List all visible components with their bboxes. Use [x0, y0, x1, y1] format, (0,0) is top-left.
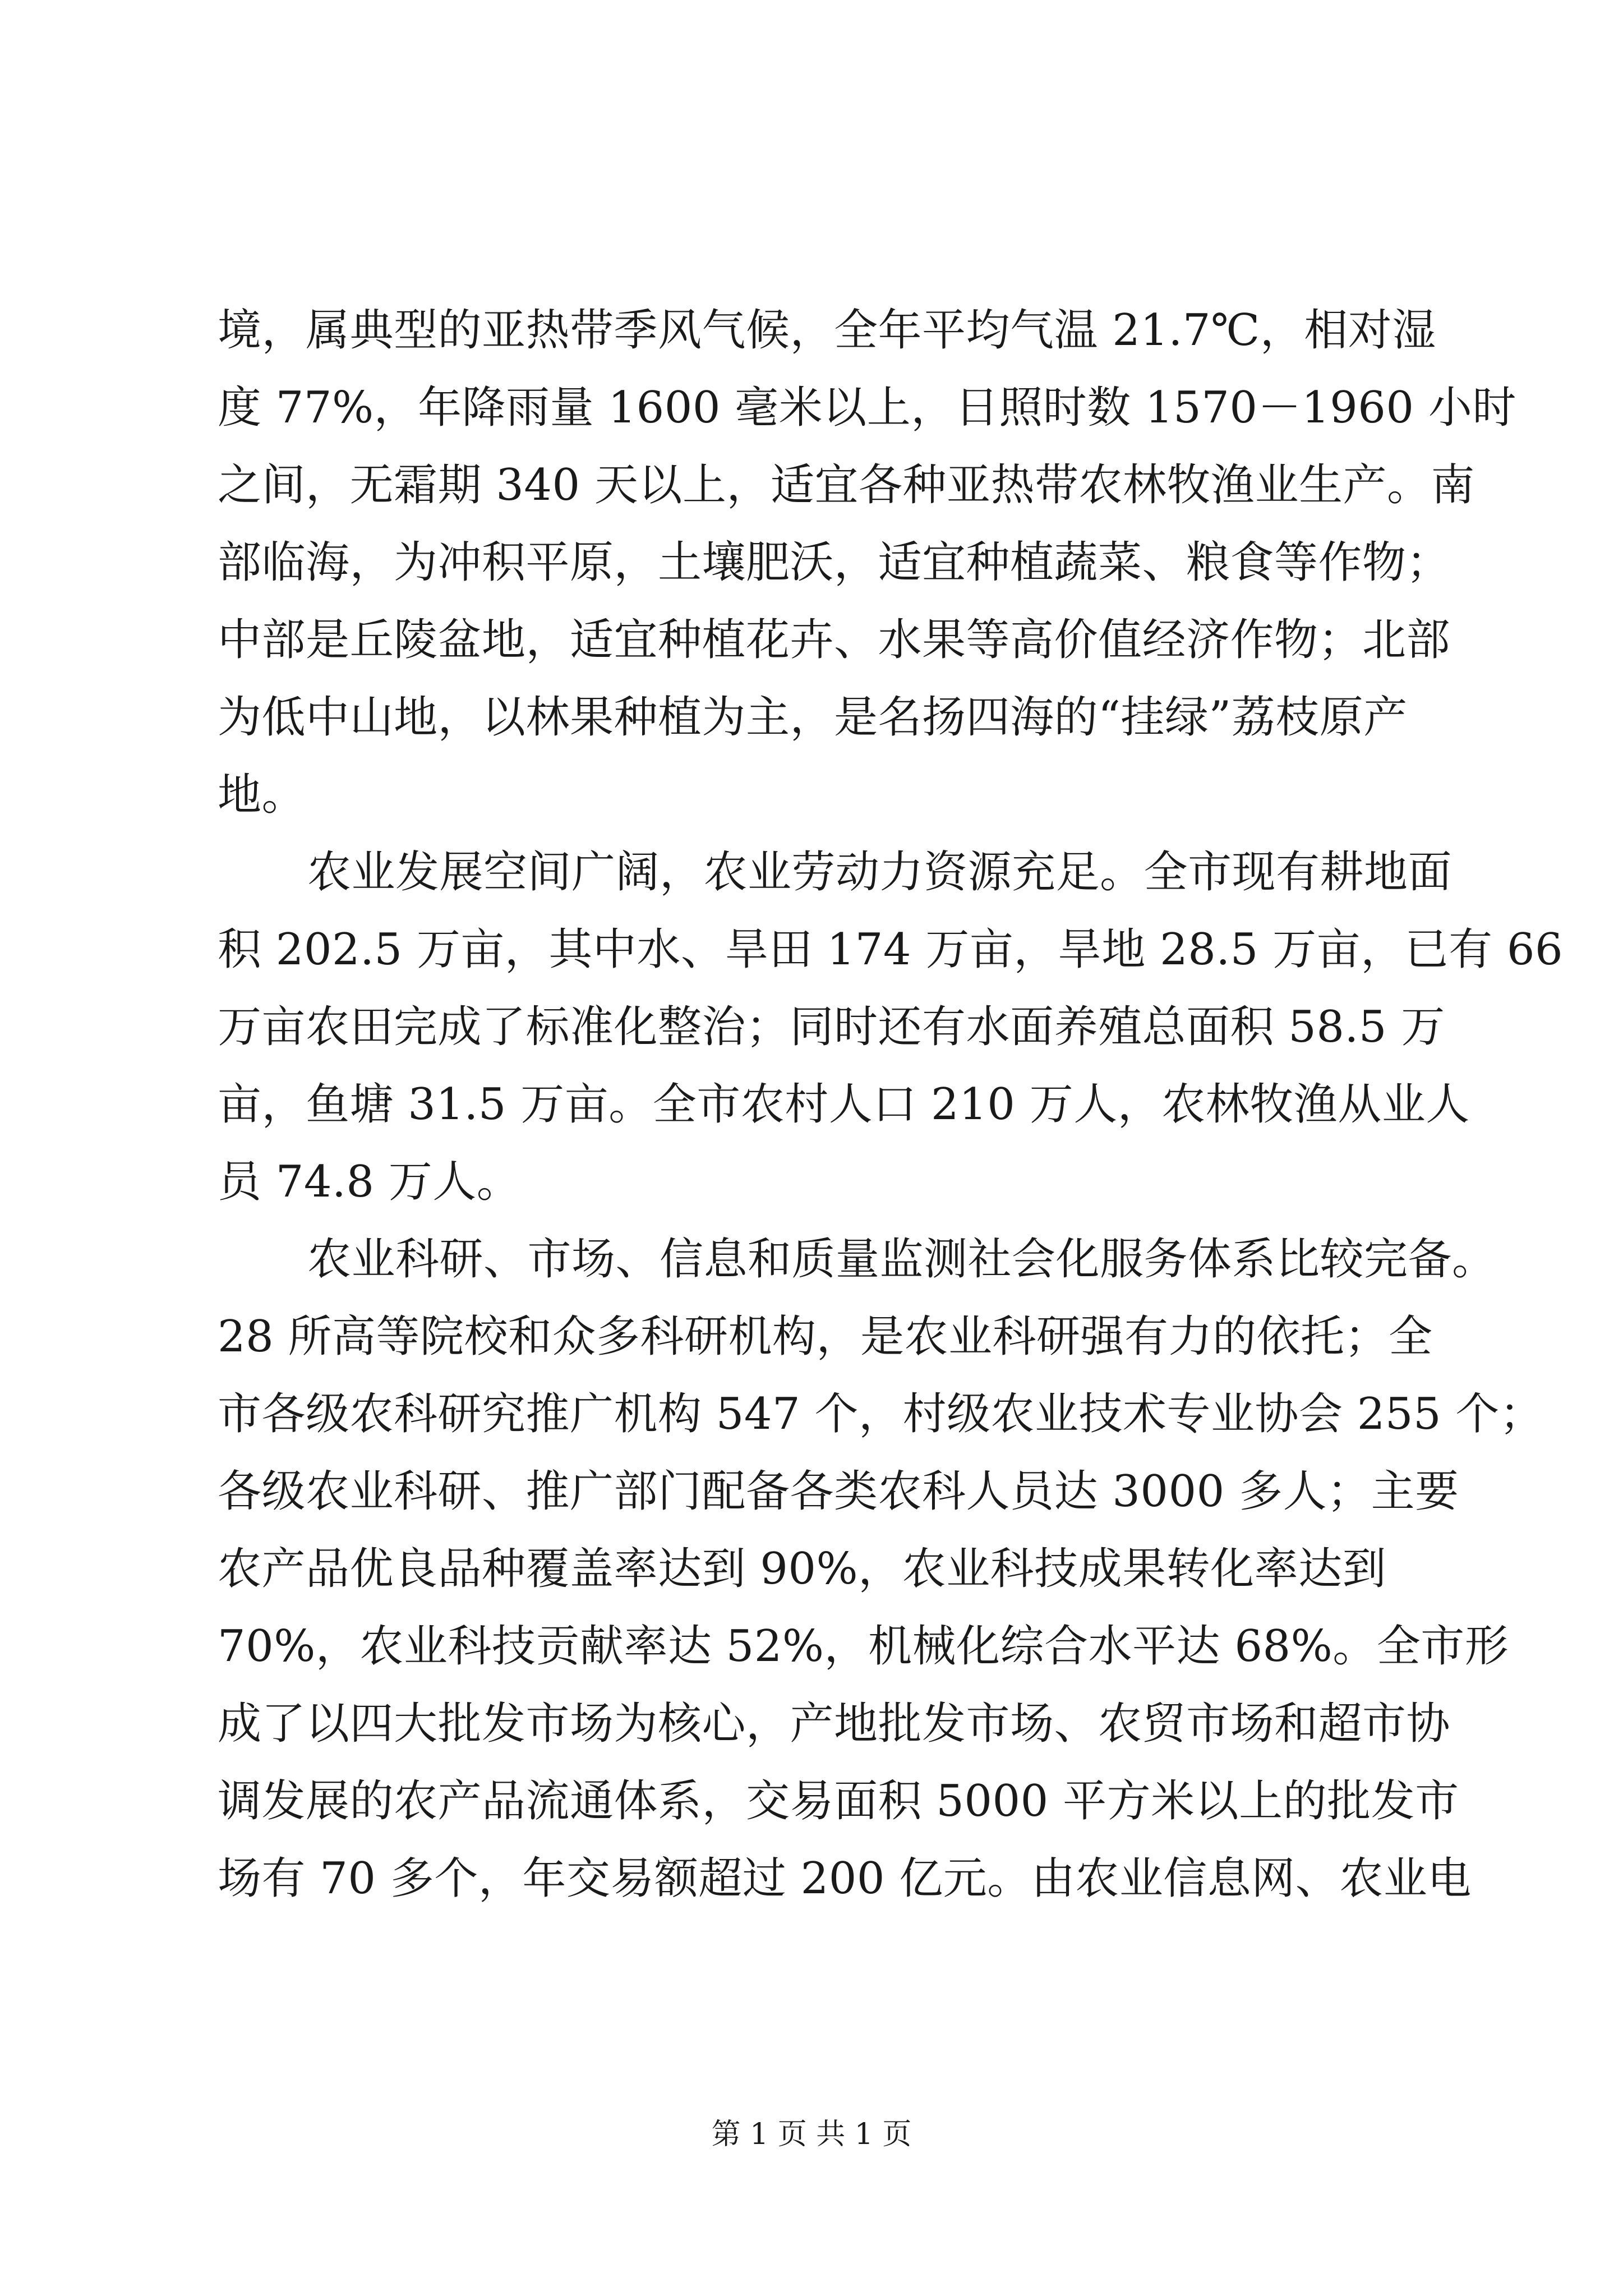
- paragraph-climate: [218, 292, 1516, 834]
- page-number-label: 第 1 页 共 1 页: [711, 2118, 912, 2151]
- document-body: [218, 292, 1564, 1917]
- text-line: 农业发展空间广阔，农业劳动力资源充足。全市现有耕地面: [307, 847, 1453, 898]
- text-line: 中部是丘陵盆地，适宜种植花卉、水果等高价值经济作物；北部: [218, 615, 1451, 665]
- text-line: 农业科研、市场、信息和质量监测社会化服务体系比较完备。: [307, 1234, 1496, 1285]
- text-line: 成了以四大批发市场为核心，产地批发市场、农贸市场和超市协: [218, 1699, 1451, 1749]
- text-line: 市各级农科研究推广机构 547 个，村级农业技术专业协会 255 个；: [218, 1389, 1544, 1439]
- text-line: 之间，无霜期 340 天以上，适宜各种亚热带农林牧渔业生产。南: [218, 460, 1475, 510]
- text-line: 场有 70 多个，年交易额超过 200 亿元。由农业信息网、农业电: [218, 1853, 1472, 1904]
- text-line: 境，属典型的亚热带季风气候，全年平均气温 21.7℃，相对湿: [218, 305, 1436, 356]
- paragraph-agriculture-space: [218, 834, 1564, 1221]
- paragraph-research-services: [218, 1221, 1544, 1917]
- text-line: 积 202.5 万亩，其中水、旱田 174 万亩，旱地 28.5 万亩，已有 66: [218, 924, 1564, 975]
- text-line: 28 所高等院校和众多科研机构，是农业科研强有力的依托；全: [218, 1312, 1433, 1362]
- text-line: 各级农业科研、推广部门配备各类农科人员达 3000 多人；主要: [218, 1466, 1459, 1517]
- text-line: 度 77%，年降雨量 1600 毫米以上，日照时数 1570－1960 小时: [218, 383, 1516, 433]
- text-line: 农产品优良品种覆盖率达到 90%，农业科技成果转化率达到: [218, 1544, 1387, 1594]
- text-line: 调发展的农产品流通体系，交易面积 5000 平方米以上的批发市: [218, 1776, 1459, 1826]
- text-line: 地。: [218, 770, 306, 820]
- text-line: 70%，农业科技贡献率达 52%，机械化综合水平达 68%。全市形: [218, 1621, 1509, 1672]
- text-line: 员 74.8 万人。: [218, 1157, 521, 1207]
- page-footer: [0, 2115, 1623, 2154]
- text-line: 为低中山地，以林果种植为主，是名扬四海的“挂绿”荔枝原产: [218, 692, 1408, 743]
- text-line: 部临海，为冲积平原，土壤肥沃，适宜种植蔬菜、粮食等作物；: [218, 537, 1451, 588]
- text-line: 万亩农田完成了标准化整治；同时还有水面养殖总面积 58.5 万: [218, 1002, 1445, 1052]
- text-line: 亩，鱼塘 31.5 万亩。全市农村人口 210 万人，农林牧渔从业人: [218, 1079, 1470, 1130]
